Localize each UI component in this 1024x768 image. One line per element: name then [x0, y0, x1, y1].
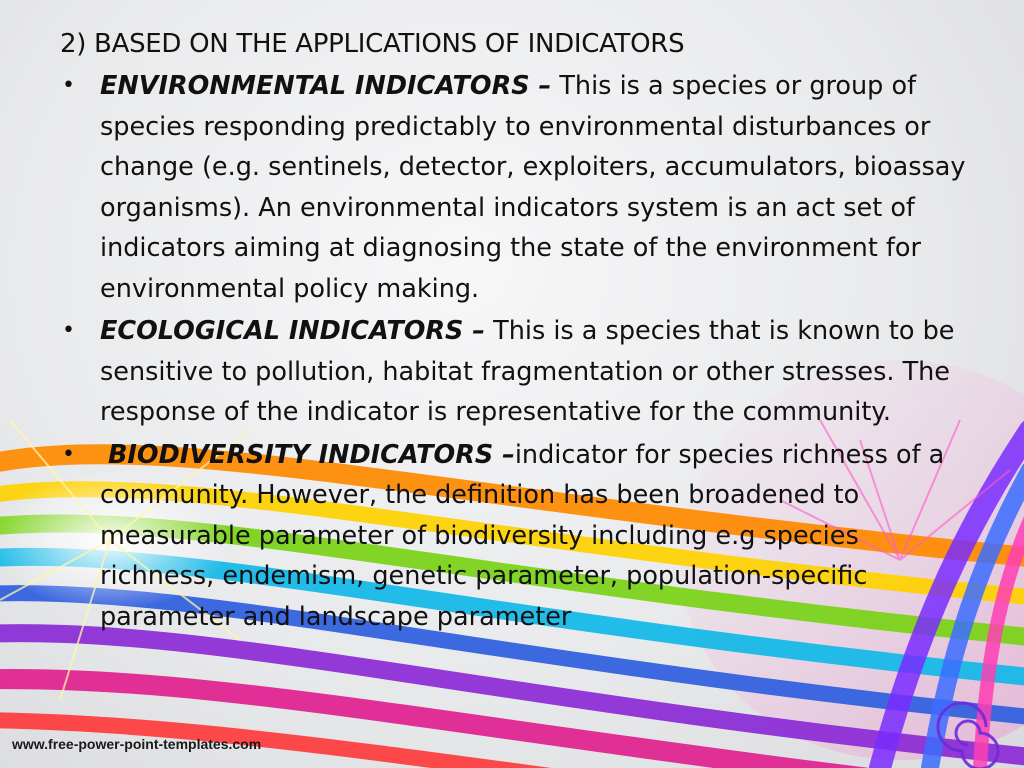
bullet-term: ECOLOGICAL INDICATORS –: [100, 316, 486, 346]
bullet-item-biodiversity: [60, 435, 980, 638]
bullet-dot-icon: •: [62, 318, 75, 343]
footer-url: www.free-power-point-templates.com: [12, 736, 262, 752]
bullet-dot-icon: •: [62, 73, 75, 98]
slide-content: [60, 24, 980, 639]
bullet-item-environmental: [60, 66, 980, 309]
bullet-term: ENVIRONMENTAL INDICATORS –: [100, 71, 552, 101]
bullet-text: This is a species that is known to be sensitive to pollution, habitat fragmentation or other stresses. The response of the indicator is representative for the community.: [100, 316, 955, 427]
bullet-dot-icon: •: [62, 441, 75, 467]
bullet-text: This is a species or group of species responding predictably to environmental disturbances or change (e.g. sentinels, detector, exploiters, accumulators, bioassay organisms). An environmental indicators system is an act set of indicators aiming at diagnosing the state of the environment for environmental policy making.: [100, 71, 966, 304]
bullet-text: indicator for species richness of a community. However, the definition has been broadened to measurable parameter of biodiversity including e.g species richness, endemism, genetic parameter, population-specific parameter and landscape parameter: [100, 439, 945, 632]
bullet-term: BIODIVERSITY INDICATORS –: [108, 439, 515, 470]
bullet-item-ecological: [60, 311, 980, 433]
slide-heading: 2) BASED ON THE APPLICATIONS OF INDICATORS: [60, 29, 685, 59]
